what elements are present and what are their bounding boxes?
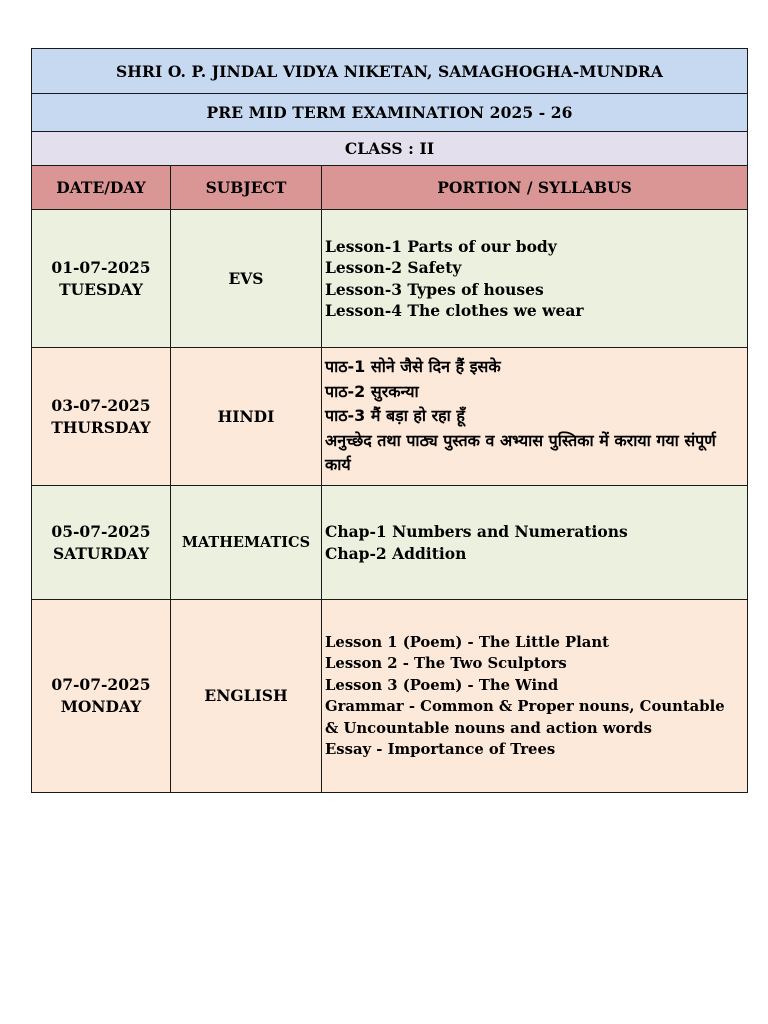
syllabus-cell (322, 210, 748, 348)
syllabus-cell (322, 486, 748, 600)
header-subject: SUBJECT (171, 166, 322, 210)
exam-date: 05-07-2025 (51, 521, 151, 541)
syllabus-item: Grammar - Common & Proper nouns, Countable (325, 698, 725, 715)
syllabus-cell (322, 600, 748, 793)
syllabus-item: Essay - Importance of Trees (325, 741, 556, 758)
syllabus-item: पाठ-2 सुरकन्या (325, 381, 419, 401)
exam-day: THURSDAY (51, 417, 151, 437)
header-date: DATE/DAY (32, 166, 171, 210)
subject-cell: MATHEMATICS (171, 486, 322, 600)
table-row (32, 600, 748, 793)
table-row (32, 486, 748, 600)
class-row (32, 132, 748, 166)
syllabus-item: & Uncountable nouns and action words (325, 719, 652, 737)
syllabus-item: Chap-2 Addition (325, 543, 467, 563)
syllabus-item: Lesson-1 Parts of our body (325, 236, 557, 256)
exam-date: 03-07-2025 (51, 395, 151, 415)
exam-day: MONDAY (60, 697, 142, 716)
subject-cell: HINDI (171, 348, 322, 486)
syllabus-item: Lesson-2 Safety (325, 258, 462, 277)
syllabus-item: अनुच्छेद तथा पाठ्य पुस्तक व अभ्यास पुस्तिका में कराया गया संपूर्ण कार्य (325, 430, 716, 475)
exam-title: PRE MID TERM EXAMINATION 2025 - 26 (32, 94, 748, 132)
exam-date: 01-07-2025 (51, 257, 151, 277)
date-cell (32, 600, 171, 793)
syllabus-item: पाठ-1 सोने जैसे दिन हैं इसके (325, 357, 501, 377)
syllabus-cell (322, 348, 748, 486)
school-name-row (32, 49, 748, 94)
exam-date: 07-07-2025 (51, 675, 151, 694)
syllabus-item: Chap-1 Numbers and Numerations (325, 522, 628, 541)
exam-title-row (32, 94, 748, 132)
date-cell (32, 210, 171, 348)
date-cell (32, 486, 171, 600)
class-label: CLASS : II (32, 132, 748, 166)
syllabus-item: Lesson-3 Types of houses (325, 279, 544, 299)
date-cell (32, 348, 171, 486)
syllabus-item: Lesson 2 - The Two Sculptors (325, 655, 567, 672)
exam-day: TUESDAY (59, 279, 143, 299)
school-name: SHRI O. P. JINDAL VIDYA NIKETAN, SAMAGHOGHA-MUNDRA (32, 49, 748, 94)
syllabus-item: Lesson-4 The clothes we wear (325, 301, 584, 320)
subject-cell: ENGLISH (171, 600, 322, 793)
table-row (32, 210, 748, 348)
table-row (32, 348, 748, 486)
syllabus-item: पाठ-3 मैं बड़ा हो रहा हूँ (325, 406, 465, 426)
exam-schedule-table (31, 48, 748, 793)
subject-cell: EVS (171, 210, 322, 348)
syllabus-item: Lesson 3 (Poem) - The Wind (325, 676, 559, 694)
exam-day: SATURDAY (52, 543, 150, 563)
column-header-row (32, 166, 748, 210)
syllabus-item: Lesson 1 (Poem) - The Little Plant (325, 633, 609, 651)
header-syllabus: PORTION / SYLLABUS (322, 166, 748, 210)
